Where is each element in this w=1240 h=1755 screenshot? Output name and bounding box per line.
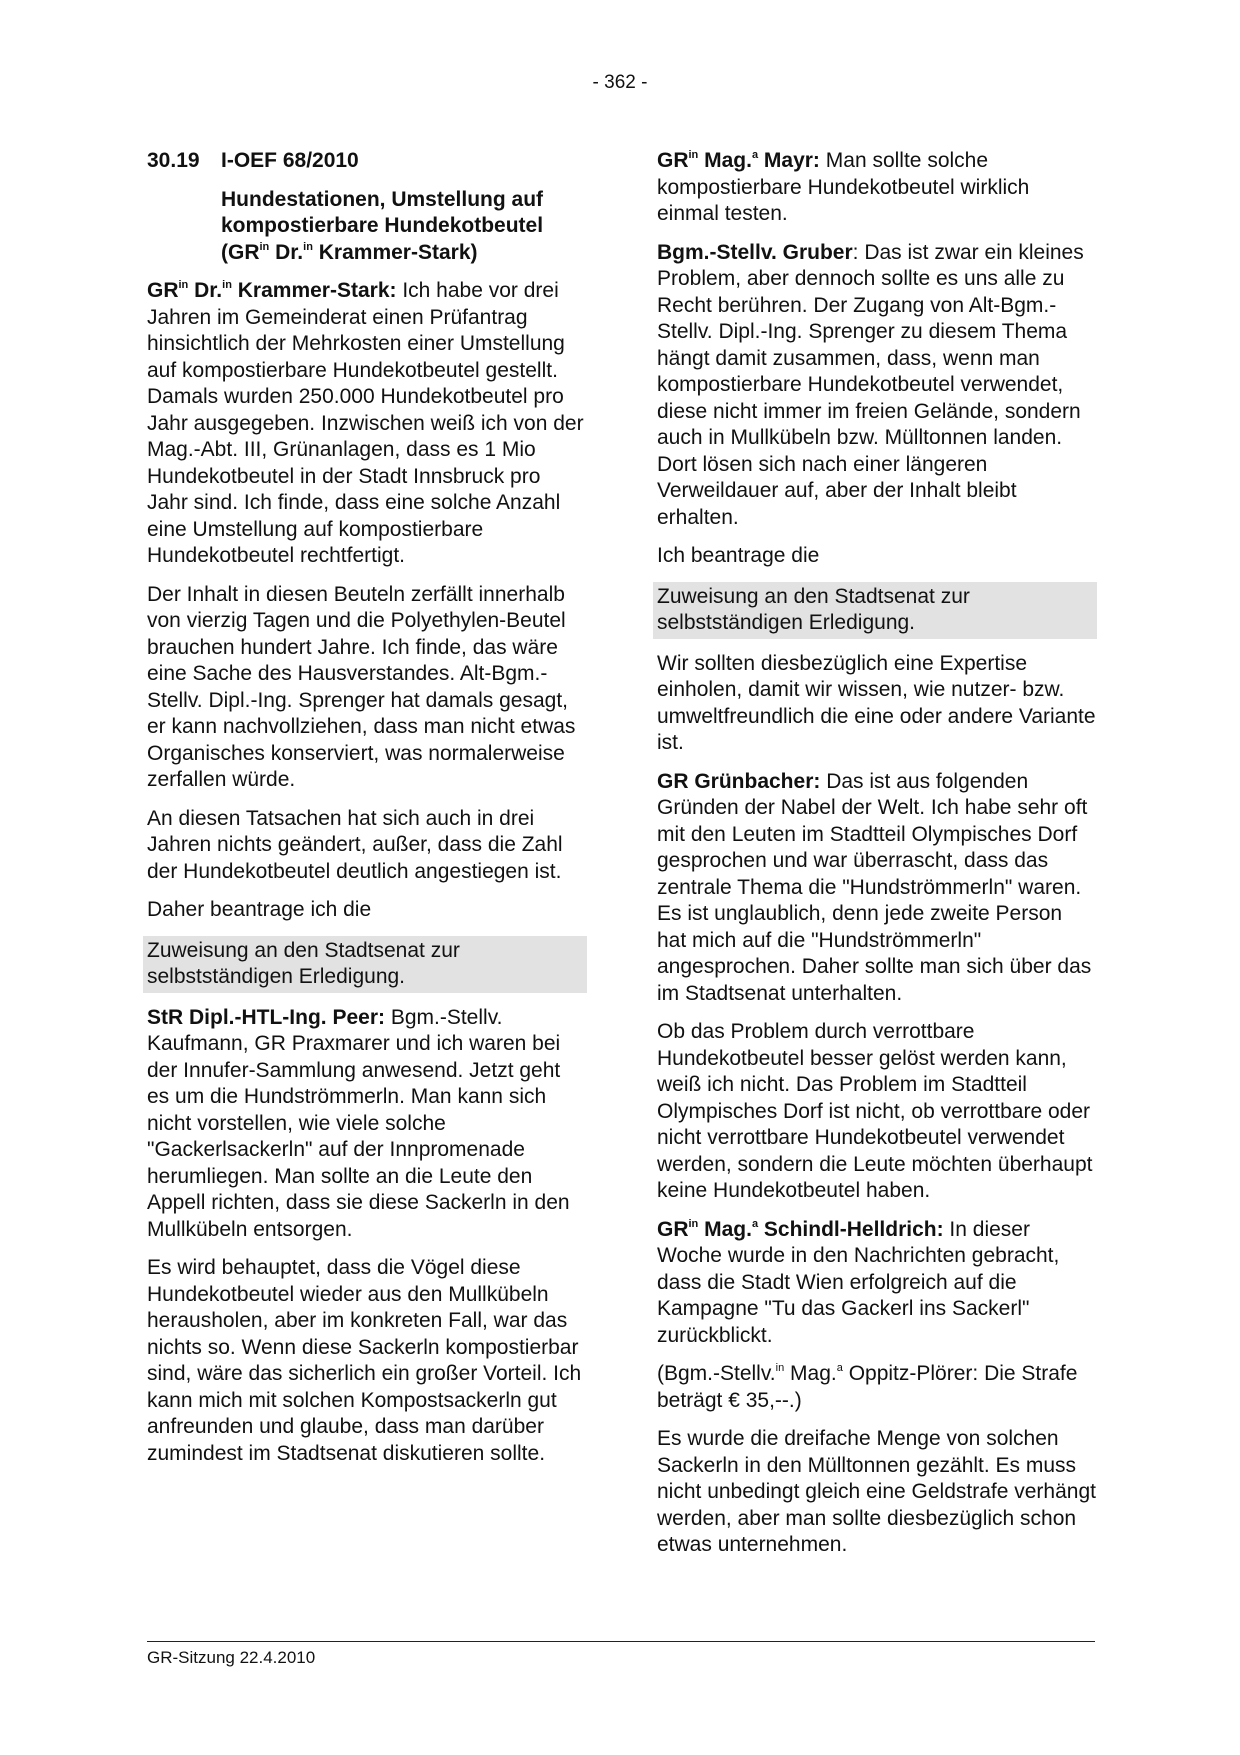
agenda-title-line: kompostierbare Hundekotbeutel xyxy=(221,214,544,237)
interjection: (Bgm.-Stellv.$^{in}$ Mag.$^a$ Oppitz-Plörer: Die Strafe beträgt € 35,--.) xyxy=(657,1362,1078,1412)
speaker-name: StR Dipl.-HTL-Ing. Peer: xyxy=(147,1005,385,1029)
agenda-item-number: 30.19 xyxy=(147,149,200,172)
footer-divider xyxy=(147,1641,1095,1642)
motion-box: Zuweisung an den Stadtsenat zur selbstständigen Erledigung. xyxy=(653,582,1097,639)
speech-paragraph: StR Dipl.-HTL-Ing. Peer: Bgm.-Stellv. Kaufmann, GR Praxmarer und ich waren bei der Innufer-Sammlung anwesend. Jetzt geht es um die Hundströmmerln. Man kann sich nicht vorstellen, wie viele solche "Gackerlsackerln" auf der Innpromenade herumliegen. Man sollte an die Leute den Appell richten, dass sie diese Sackerln in den Mullkübeln entsorgen. xyxy=(147,1005,570,1241)
speaker-name: GR Grünbacher: xyxy=(657,769,821,793)
speech-paragraph: GR Grünbacher: Das ist aus folgenden Gründen der Nabel der Welt. Ich habe sehr oft mit den Leuten im Stadtteil Olympisches Dorf gesprochen und war überrascht, dass das zentrale Thema die "Hundströmmerln" waren. Es ist unglaublich, denn jede zweite Person hat mich auf die "Hundströmmerln" angesprochen. Daher sollte man sich über das im Stadtsenat unterhalten. xyxy=(657,769,1092,1005)
agenda-item-code: I-OEF 68/2010 xyxy=(221,149,359,172)
right-column xyxy=(657,148,1097,1571)
speech-paragraph: $GR^{in}$ Mag.$^a$ Mayr: Man sollte solche kompostierbare Hundekotbeutel wirklich einmal testen. xyxy=(657,149,1030,225)
speech-paragraph: Ich beantrage die xyxy=(657,544,820,567)
footer-session-date: GR-Sitzung 22.4.2010 xyxy=(147,1648,316,1667)
speech-paragraph: $GR^{in}$ Dr.$^{in}$ Krammer-Stark: Ich habe vor drei Jahren im Gemeinderat einen Prüfantrag hinsichtlich der Mehrkosten einer Umstellung auf kompostierbare Hundekotbeutel gestellt. Damals wurden 250.000 Hundekotbeutel pro Jahr ausgegeben. Inzwischen weiß ich von der Mag.-Abt. III, Grünanlagen, dass es 1 Mio Hundekotbeutel in der Stadt Innsbruck pro Jahr sind. Ich finde, dass eine solche Anzahl eine Umstellung auf kompostierbare Hundekotbeutel rechtfertigt. xyxy=(147,279,584,567)
speech-paragraph: Der Inhalt in diesen Beuteln zerfällt innerhalb von vierzig Tagen und die Polyethylen-Beutel brauchen hundert Jahre. Ich finde, das wäre eine Sache des Hausverstandes. Alt-Bgm.-Stellv. Dipl.-Ing. Sprenger hat damals gesagt, er kann nachvollziehen, dass man nicht etwas Organisches konserviert, was normalerweise zerfallen würde. xyxy=(147,582,576,791)
speech-paragraph: Es wird behauptet, dass die Vögel diese Hundekotbeutel wieder aus den Mullkübeln herausholen, aber im konkreten Fall, war das nichts so. Wenn diese Sackerln kompostierbar sind, wäre das sicherlich ein großer Vorteil. Ich kann mich mit solchen Kompostsackerln gut anfreunden und glaube, dass man darüber zumindest im Stadtsenat diskutieren sollte. xyxy=(147,1256,582,1465)
speaker-name: $GR^{in}$ Mag.$^a$ Schindl-Helldrich: xyxy=(657,1217,944,1241)
speech-paragraph: $GR^{in}$ Mag.$^a$ Schindl-Helldrich: In dieser Woche wurde in den Nachrichten gebracht, dass die Stadt Wien erfolgreich auf die Kampagne "Tu das Gackerl ins Sackerl" zurückblickt. xyxy=(657,1217,1060,1347)
speech-paragraph: Wir sollten diesbezüglich eine Expertise einholen, damit wir wissen, wie nutzer- bzw. umweltfreundlich die eine oder andere Variante ist. xyxy=(657,651,1096,754)
agenda-item-title xyxy=(221,187,587,267)
speaker-name: Bgm.-Stellv. Gruber xyxy=(657,240,853,264)
motion-box: Zuweisung an den Stadtsenat zur selbstständigen Erledigung. xyxy=(143,936,587,993)
speech-paragraph: Ob das Problem durch verrottbare Hundekotbeutel besser gelöst werden kann, weiß ich nicht. Das Problem im Stadtteil Olympisches Dorf ist nicht, ob verrottbare oder nicht verrottbare Hundekotbeutel verwendet werden, sondern die Leute möchten überhaupt keine Hundekotbeutel haben. xyxy=(657,1020,1093,1202)
speech-paragraph: Daher beantrage ich die xyxy=(147,898,372,921)
agenda-item-heading xyxy=(147,148,587,175)
speech-paragraph: An diesen Tatsachen hat sich auch in drei Jahren nichts geändert, außer, dass die Zahl der Hundekotbeutel deutlich angestiegen ist. xyxy=(147,806,563,883)
speech-paragraph: Bgm.-Stellv. Gruber: Das ist zwar ein kleines Problem, aber dennoch sollte es uns alle zu Recht berühren. Der Zugang von Alt-Bgm.-Stellv. Dipl.-Ing. Sprenger zu diesem Thema hängt damit zusammen, dass, wenn man kompostierbare Hundekotbeutel verwendet, diese nicht immer im freien Gelände, sondern auch in Mullkübeln bzw. Mülltonnen landen. Dort lösen sich nach einer längeren Verweildauer auf, aber der Inhalt bleibt erhalten. xyxy=(657,240,1084,529)
speech-paragraph: Es wurde die dreifache Menge von solchen Sackerln in den Mülltonnen gezählt. Es muss nicht unbedingt gleich eine Geldstrafe verhängt werden, aber man sollte diesbezüglich schon etwas unternehmen. xyxy=(657,1427,1096,1556)
page-number: - 362 - xyxy=(592,72,648,93)
agenda-title-line: Hundestationen, Umstellung auf xyxy=(221,187,544,211)
speaker-name: $GR^{in}$ Dr.$^{in}$ Krammer-Stark: xyxy=(147,279,397,302)
speaker-name: $GR^{in}$ Mag.$^a$ Mayr: xyxy=(657,149,820,172)
left-column xyxy=(147,148,587,1479)
agenda-title-applicant: ($GR^{in}$ Dr.$^{in}$ Krammer-Stark) xyxy=(221,240,478,264)
